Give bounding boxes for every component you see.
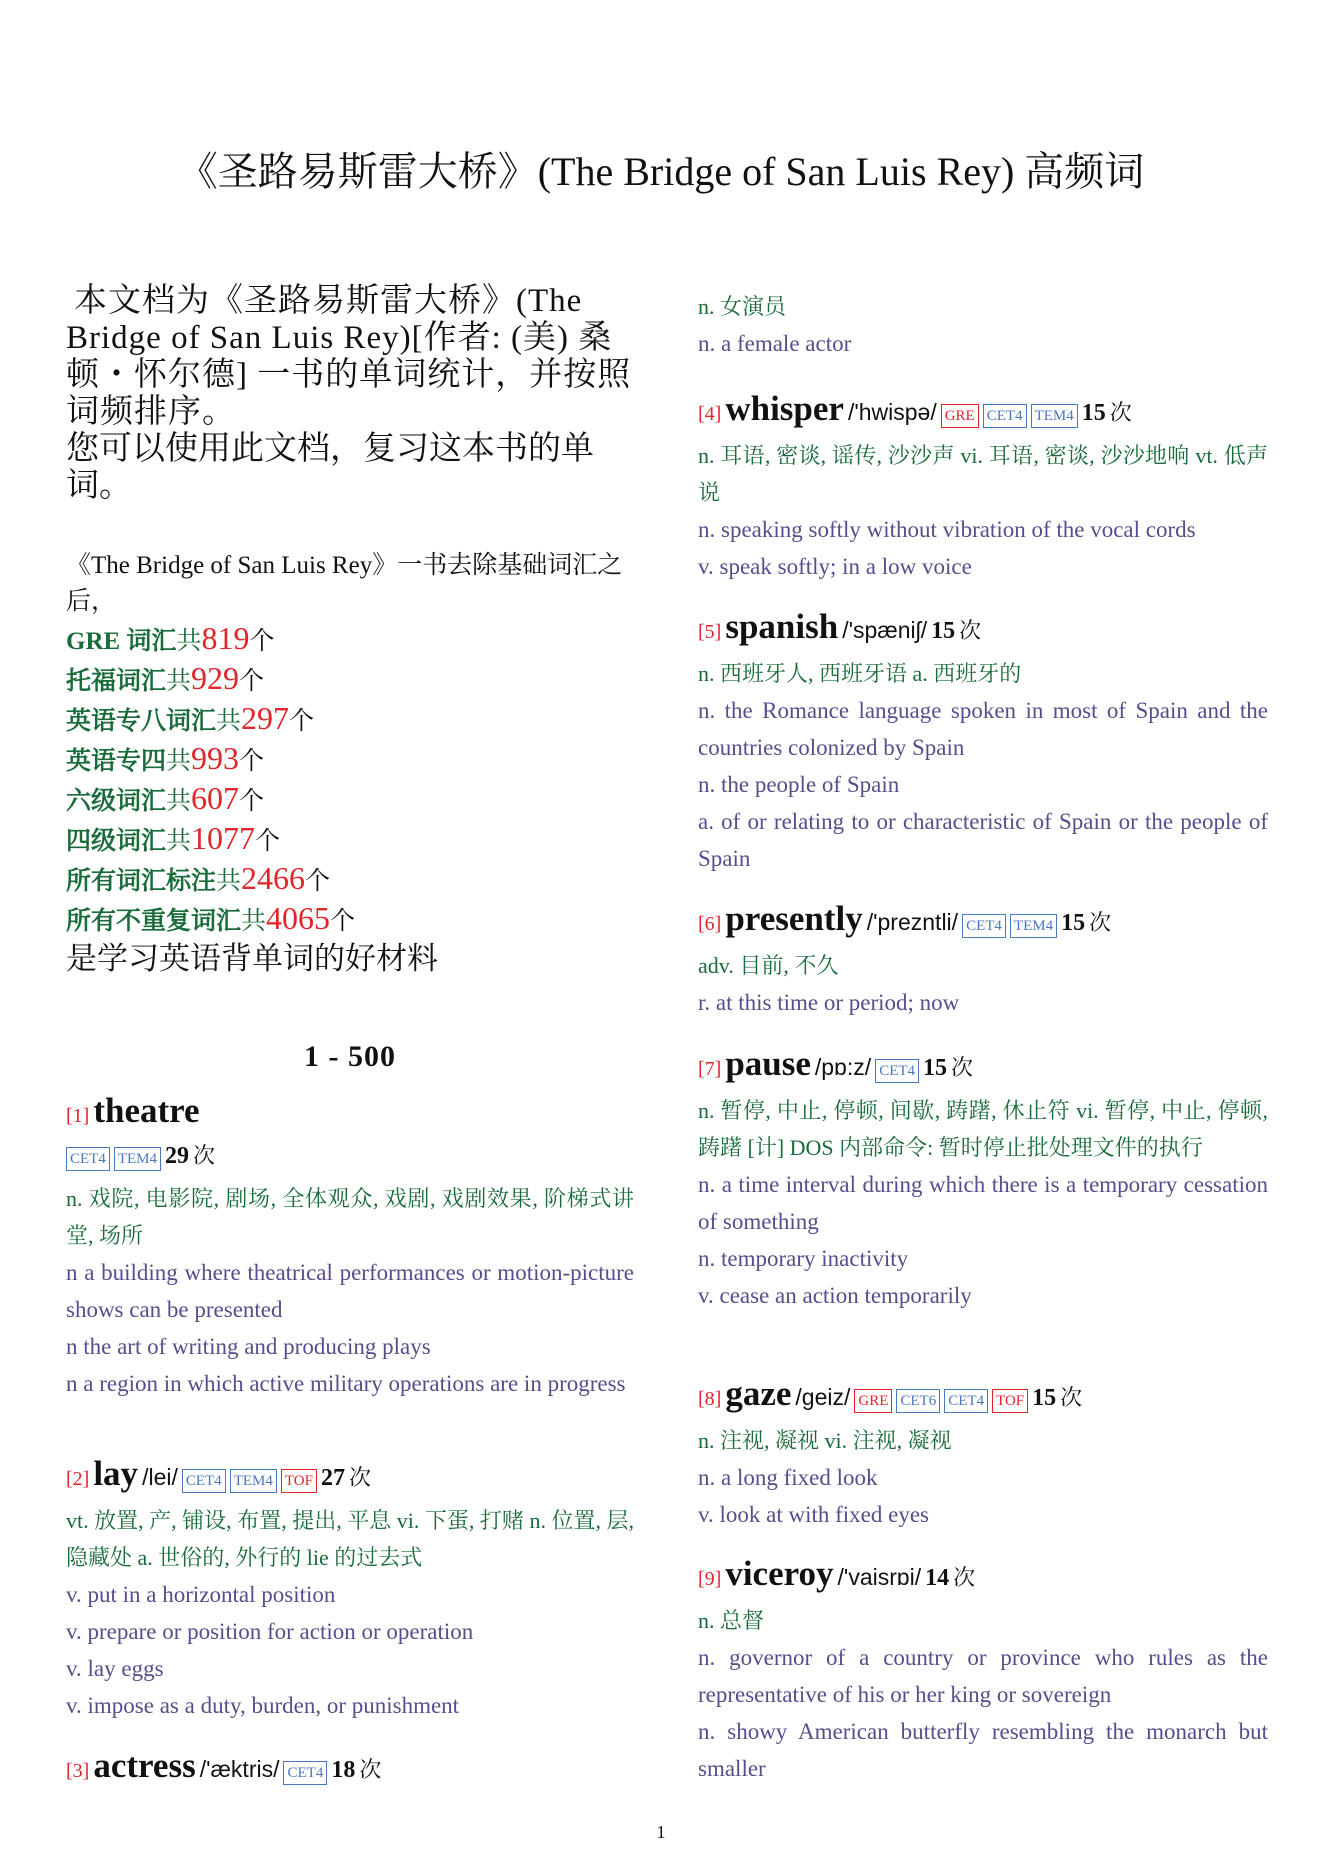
definition-english: n a region in which active military operations are in progress	[66, 1371, 626, 1396]
entry-frequency-unit: 次	[193, 1143, 216, 1168]
stat-gong: 共	[166, 828, 192, 855]
entry-header	[698, 608, 1268, 653]
entry-frequency: 27	[320, 1465, 345, 1491]
stat-count: 929	[191, 660, 240, 696]
exam-tag: GRE	[854, 1389, 892, 1413]
stat-row	[66, 740, 634, 780]
entry-frequency-unit: 次	[1109, 400, 1132, 425]
entry-index: [5]	[698, 621, 722, 643]
exam-tag: CET4	[182, 1469, 226, 1493]
definition-english: n. showy American butterfly resembling the monarch but smaller	[698, 1719, 1268, 1781]
exam-tag: TEM4	[1010, 914, 1057, 938]
exam-tag: TEM4	[114, 1147, 161, 1171]
exam-tag: CET4	[283, 1761, 327, 1785]
entry-index: [6]	[698, 913, 722, 935]
stat-label: 英语专四	[66, 748, 167, 775]
entry-header	[698, 1375, 1268, 1420]
stat-row	[66, 820, 634, 860]
definition-english: v. lay eggs	[66, 1656, 164, 1681]
entry-header	[698, 1045, 1268, 1090]
entry-frequency-unit: 次	[1089, 910, 1112, 935]
entry-header	[66, 1092, 634, 1137]
stat-label: 六级词汇	[66, 788, 167, 815]
stat-gong: 共	[166, 668, 192, 695]
word-entry	[698, 900, 1268, 1021]
definition-english: a. of or relating to or characteristic of Spain or the people of Spain	[698, 809, 1268, 871]
definition-english: n. the Romance language spoken in most of Spain and the countries colonized by Spain	[698, 698, 1268, 760]
exam-tag: TEM4	[1031, 404, 1078, 428]
entry-word: theatre	[93, 1091, 200, 1130]
entry-index: [4]	[698, 403, 722, 425]
entry-header	[66, 1747, 634, 1792]
entry-frequency: 14	[925, 1565, 950, 1591]
definition-chinese: n. 注视, 凝视 vi. 注视, 凝视	[698, 1428, 952, 1453]
definition-english: v. prepare or position for action or operation	[66, 1619, 474, 1644]
entry-index: [2]	[66, 1468, 90, 1490]
entry-frequency: 15	[923, 1055, 948, 1081]
entry-word: whisper	[725, 389, 844, 428]
stat-count: 2466	[241, 860, 306, 896]
exam-tag: GRE	[941, 404, 979, 428]
definition-chinese: vt. 放置, 产, 铺设, 布置, 提出, 平息 vi. 下蛋, 打赌 n. 位置, 层, 隐藏处 a. 世俗的, 外行的 lie 的过去式	[66, 1508, 634, 1570]
word-entry	[698, 1045, 1268, 1314]
stat-unit: 个	[305, 868, 331, 895]
entry-phonetic: /lei/	[142, 1464, 178, 1490]
exam-tag: CET4	[944, 1389, 988, 1413]
stat-unit: 个	[239, 788, 265, 815]
exam-tag: CET4	[66, 1147, 110, 1171]
stat-unit: 个	[239, 668, 265, 695]
stat-label: 所有词汇标注	[66, 868, 217, 895]
definition-english: v. look at with fixed eyes	[698, 1502, 930, 1527]
intro-description: 本文档为《圣路易斯雷大桥》(The Bridge of San Luis Rey)[作者: (美) 桑顿・怀尔德] 一书的单词统计，并按照词频排序。	[66, 283, 632, 430]
stat-gong: 共	[176, 628, 202, 655]
entry-frequency: 15	[1081, 400, 1106, 426]
stat-gong: 共	[216, 708, 242, 735]
stat-row	[66, 860, 634, 900]
stat-label: 托福词汇	[66, 668, 167, 695]
definition-english: n. a time interval during which there is a temporary cessation of something	[698, 1172, 1268, 1234]
definition-english: n a building where theatrical performances or motion-picture shows can be presented	[66, 1260, 634, 1322]
definition-chinese: n. 总督	[698, 1608, 765, 1633]
exam-tag: CET4	[875, 1059, 919, 1083]
definition-english: n. the people of Spain	[698, 772, 900, 797]
stat-row	[66, 700, 634, 740]
definition-chinese: n. 戏院, 电影院, 剧场, 全体观众, 戏剧, 戏剧效果, 阶梯式讲堂, 场所	[66, 1186, 634, 1248]
stat-count: 4065	[266, 900, 331, 936]
range-title: 1 - 500	[304, 1040, 396, 1073]
entry-word: lay	[93, 1454, 139, 1493]
entry-frequency: 18	[331, 1757, 356, 1783]
stat-row	[66, 660, 634, 700]
exam-tag: TOF	[992, 1389, 1028, 1413]
entry-word: actress	[93, 1746, 196, 1785]
entry-header	[698, 390, 1268, 435]
entry-header	[698, 900, 1268, 945]
intro-block	[66, 283, 634, 505]
word-entry	[66, 1747, 634, 1792]
definition-english: n. temporary inactivity	[698, 1246, 909, 1271]
definition-chinese: n. 暂停, 中止, 停顿, 间歇, 踌躇, 休止符 vi. 暂停, 中止, 停顿, 踌躇 [计] DOS 内部命令: 暂时停止批处理文件的执行	[698, 1098, 1268, 1160]
stat-label: 所有不重复词汇	[66, 908, 242, 935]
entry-frequency: 15	[931, 618, 956, 644]
entry-index: [3]	[66, 1760, 90, 1782]
entry-frequency-unit: 次	[959, 618, 982, 643]
entry-frequency-unit: 次	[348, 1465, 371, 1490]
definition-chinese: n. 耳语, 密谈, 谣传, 沙沙声 vi. 耳语, 密谈, 沙沙地响 vt. 低声说	[698, 443, 1268, 505]
entry-phonetic: /geiz/	[795, 1384, 851, 1410]
definition-english: n. governor of a country or province who rules as the representative of his or her king or sovereign	[698, 1645, 1268, 1707]
stat-label: GRE 词汇	[66, 628, 177, 655]
exam-tag: TEM4	[230, 1469, 277, 1493]
intro-review-note: 您可以使用此文档，复习这本书的单词。	[66, 431, 594, 504]
entry-word: presently	[725, 899, 863, 938]
definition-english: n. speaking softly without vibration of the vocal cords	[698, 517, 1196, 542]
stat-label: 英语专八词汇	[66, 708, 217, 735]
stat-unit: 个	[255, 828, 281, 855]
entry-word: viceroy	[725, 1554, 834, 1593]
definition-chinese: adv. 目前, 不久	[698, 953, 839, 978]
stat-unit: 个	[249, 628, 275, 655]
stat-row	[66, 620, 634, 660]
definition-english: n the art of writing and producing plays	[66, 1334, 431, 1359]
stat-row	[66, 900, 634, 940]
entry-frequency-unit: 次	[359, 1757, 382, 1782]
exam-tag: CET6	[896, 1389, 940, 1413]
entry-index: [1]	[66, 1105, 90, 1127]
stats-lead: 《The Bridge of San Luis Rey》一书去除基础词汇之后，	[66, 552, 623, 615]
entry-frequency-unit: 次	[951, 1055, 974, 1080]
stat-gong: 共	[166, 748, 192, 775]
entry-word: gaze	[725, 1374, 792, 1413]
entry-frequency: 29	[165, 1143, 190, 1169]
entry-meta-line	[66, 1137, 634, 1178]
stat-unit: 个	[330, 908, 356, 935]
stat-count: 607	[191, 780, 240, 816]
word-entry	[66, 1092, 634, 1402]
word-entry	[698, 1555, 1268, 1787]
entry-index: [9]	[698, 1568, 722, 1590]
entry-frequency-unit: 次	[953, 1565, 976, 1590]
stat-unit: 个	[289, 708, 315, 735]
entry-word: spanish	[725, 607, 839, 646]
definition-english: v. speak softly; in a low voice	[698, 554, 972, 579]
entry-frequency-unit: 次	[1060, 1385, 1083, 1410]
entry-frequency: 15	[1061, 910, 1086, 936]
entry-word: pause	[725, 1044, 811, 1083]
exam-tag: CET4	[962, 914, 1006, 938]
stat-count: 1077	[191, 820, 256, 856]
entry-index: [7]	[698, 1058, 722, 1080]
definition-english: v. put in a horizontal position	[66, 1582, 336, 1607]
entry-phonetic: /'æktris/	[199, 1756, 280, 1782]
entry-phonetic: /pɒ:z/	[814, 1054, 872, 1080]
exam-tag: TOF	[281, 1469, 317, 1493]
word-entry-continuation	[698, 288, 1268, 362]
entry-phonetic: /'vaisrɒi/	[837, 1564, 922, 1590]
entry-phonetic: /'spæniʃ/	[842, 617, 928, 643]
stat-unit: 个	[239, 748, 265, 775]
page-number: 1	[656, 1822, 666, 1842]
entry-header	[66, 1455, 634, 1500]
definition-english: v. cease an action temporarily	[698, 1283, 972, 1308]
stat-gong: 共	[166, 788, 192, 815]
word-entry	[698, 608, 1268, 877]
definition-chinese: n. 西班牙人, 西班牙语 a. 西班牙的	[698, 661, 1022, 686]
stat-gong: 共	[241, 908, 267, 935]
definition-chinese: n. 女演员	[698, 294, 787, 319]
stat-gong: 共	[216, 868, 242, 895]
vocab-stats	[66, 548, 634, 978]
entry-phonetic: /'prezntli/	[866, 909, 959, 935]
stat-count: 297	[241, 700, 290, 736]
definition-english: n. a female actor	[698, 331, 852, 356]
exam-tag: CET4	[983, 404, 1027, 428]
stat-label: 四级词汇	[66, 828, 167, 855]
entry-phonetic: /'hwispə/	[847, 399, 937, 425]
entry-index: [8]	[698, 1388, 722, 1410]
stat-row	[66, 780, 634, 820]
entry-header	[698, 1555, 1268, 1600]
word-entry	[698, 390, 1268, 585]
definition-english: v. impose as a duty, burden, or punishment	[66, 1693, 460, 1718]
stat-count: 993	[191, 740, 240, 776]
stats-outro: 是学习英语背单词的好材料	[66, 941, 438, 976]
word-entry	[66, 1455, 634, 1724]
document-title: 《圣路易斯雷大桥》(The Bridge of San Luis Rey) 高频词	[177, 149, 1145, 194]
entry-frequency: 15	[1032, 1385, 1057, 1411]
word-entry	[698, 1375, 1268, 1533]
stat-count: 819	[201, 620, 250, 656]
definition-english: r. at this time or period; now	[698, 990, 960, 1015]
definition-english: n. a long fixed look	[698, 1465, 878, 1490]
